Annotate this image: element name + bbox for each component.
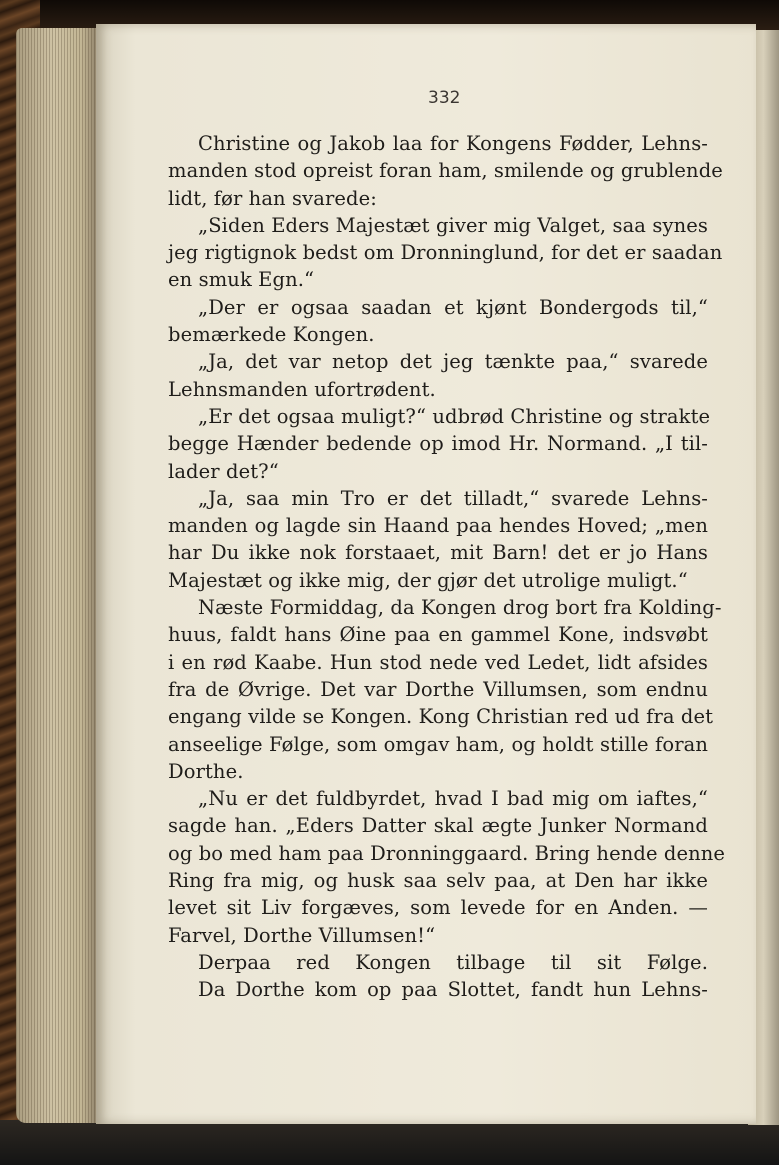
text-line: Da Dorthe kom op paa Slottet, fandt hun Lehns- [198,978,708,1002]
body-text [168,130,726,1004]
text-line: engang vilde se Kongen. Kong Christian red ud fra det [168,705,714,729]
text-line: anseelige Følge, som omgav ham, og holdt stille foran [168,732,708,756]
text-line: Majestæt og ikke mig, der gjør det utrolige muligt.“ [168,568,688,592]
text-line: og bo med ham paa Dronninggaard. Bring hende denne [168,841,726,865]
text-line: Derpaa red Kongen tilbage til sit Følge. [198,950,708,974]
text-line: en smuk Egn.“ [168,268,315,292]
page-edges [16,28,98,1123]
text-line: manden og lagde sin Haand paa hendes Hoved; „men [168,514,708,538]
text-line: „Er det ogsaa muligt?“ udbrød Christine og strakte [198,404,711,428]
text-line: „Nu er det fuldbyrdet, hvad I bad mig om iaftes,“ [198,787,708,811]
text-line: levet sit Liv forgæves, som levede for en Anden. — [168,896,708,920]
text-line: huus, faldt hans Øine paa en gammel Kone, indsvøbt [168,623,708,647]
text-line: lader det?“ [168,459,279,483]
text-line: fra de Øvrige. Det var Dorthe Villumsen, som endnu [168,677,708,701]
text-line: begge Hænder bedende op imod Hr. Normand. „I til- [168,432,708,456]
text-line: „Ja, det var netop det jeg tænkte paa,“ svarede [198,350,708,374]
text-line: sagde han. „Eders Datter skal ægte Junker Normand [168,814,708,838]
text-line: Dorthe. [168,759,244,783]
text-line: Næste Formiddag, da Kongen drog bort fra Kolding- [198,596,722,620]
text-line: Lehnsmanden ufortrødent. [168,377,436,401]
book-cover-bottom [0,1120,779,1165]
text-line: lidt, før han svarede: [168,186,377,210]
text-line: Ring fra mig, og husk saa selv paa, at Den har ikke [168,869,708,893]
text-line: manden stod opreist foran ham, smilende og grublende [168,159,723,183]
text-line: „Der er ogsaa saadan et kjønt Bondergods til,“ [198,295,708,319]
text-line: Christine og Jakob laa for Kongens Fødder, Lehns- [198,132,708,155]
text-line: „Siden Eders Majestæt giver mig Valget, saa synes [198,213,708,237]
text-line: jeg rigtignok bedst om Dronninglund, for det er saadan [168,241,723,265]
text-line: bemærkede Kongen. [168,323,375,347]
page-number: 332 [428,88,461,108]
text-line: Farvel, Dorthe Villumsen!“ [168,923,436,947]
text-line: har Du ikke nok forstaaet, mit Barn! det er jo Hans [168,541,708,565]
text-line: i en rød Kaabe. Hun stod nede ved Ledet, lidt afsides [168,650,708,674]
text-line: „Ja, saa min Tro er det tilladt,“ svarede Lehns- [198,486,708,510]
